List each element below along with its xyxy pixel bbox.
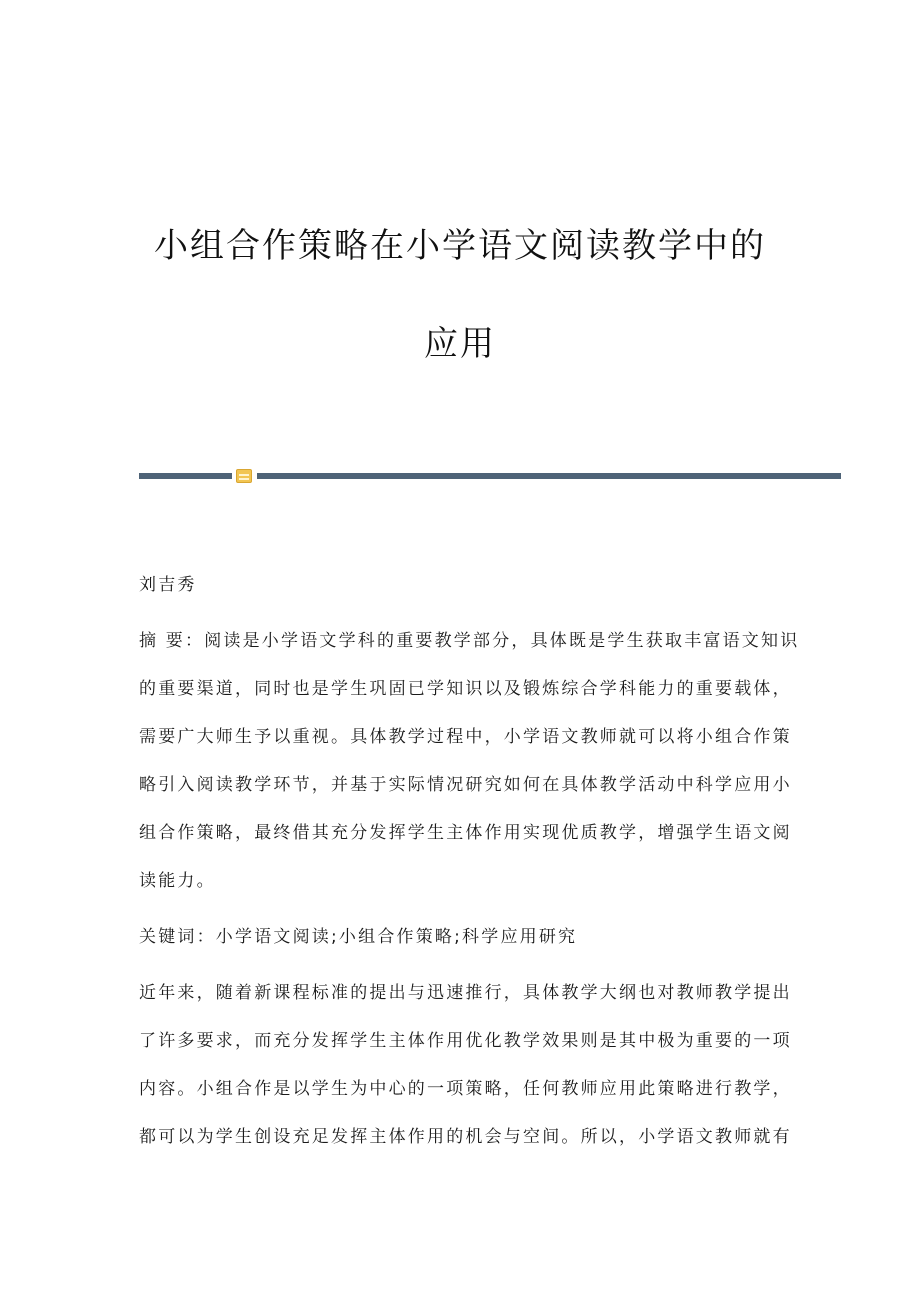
- body-paragraph-line: 近年来，随着新课程标准的提出与迅速推行，具体教学大纲也对教师教学提出: [139, 983, 792, 1003]
- abstract-line: 摘 要：阅读是小学语文学科的重要教学部分，具体既是学生获取丰富语文知识: [139, 631, 800, 651]
- abstract-line: 的重要渠道，同时也是学生巩固已学知识以及锻炼综合学科能力的重要载体，: [139, 679, 792, 699]
- abstract-line: 组合作策略，最终借其充分发挥学生主体作用实现优质教学，增强学生语文阅: [139, 823, 792, 843]
- title-divider: [139, 469, 841, 483]
- abstract-line: 需要广大师生予以重视。具体教学过程中，小学语文教师就可以将小组合作策: [139, 727, 792, 747]
- divider-bar-right: [257, 473, 841, 479]
- abstract-line: 略引入阅读教学环节，并基于实际情况研究如何在具体教学活动中科学应用小: [139, 775, 792, 795]
- author-name: 刘吉秀: [139, 575, 197, 595]
- divider-emblem-icon: [236, 469, 252, 483]
- body-paragraph-line: 都可以为学生创设充足发挥主体作用的机会与空间。所以，小学语文教师就有: [139, 1127, 792, 1147]
- body-paragraph-line: 了许多要求，而充分发挥学生主体作用优化教学效果则是其中极为重要的一项: [139, 1031, 792, 1051]
- divider-bar-left: [139, 473, 232, 479]
- document-title-line-1: 小组合作策略在小学语文阅读教学中的: [154, 226, 766, 266]
- document-title-line-2: 应用: [424, 324, 496, 364]
- abstract-line: 读能力。: [139, 871, 216, 891]
- body-paragraph-line: 内容。小组合作是以学生为中心的一项策略，任何教师应用此策略进行教学，: [139, 1079, 792, 1099]
- keywords-line: 关键词：小学语文阅读;小组合作策略;科学应用研究: [139, 927, 578, 947]
